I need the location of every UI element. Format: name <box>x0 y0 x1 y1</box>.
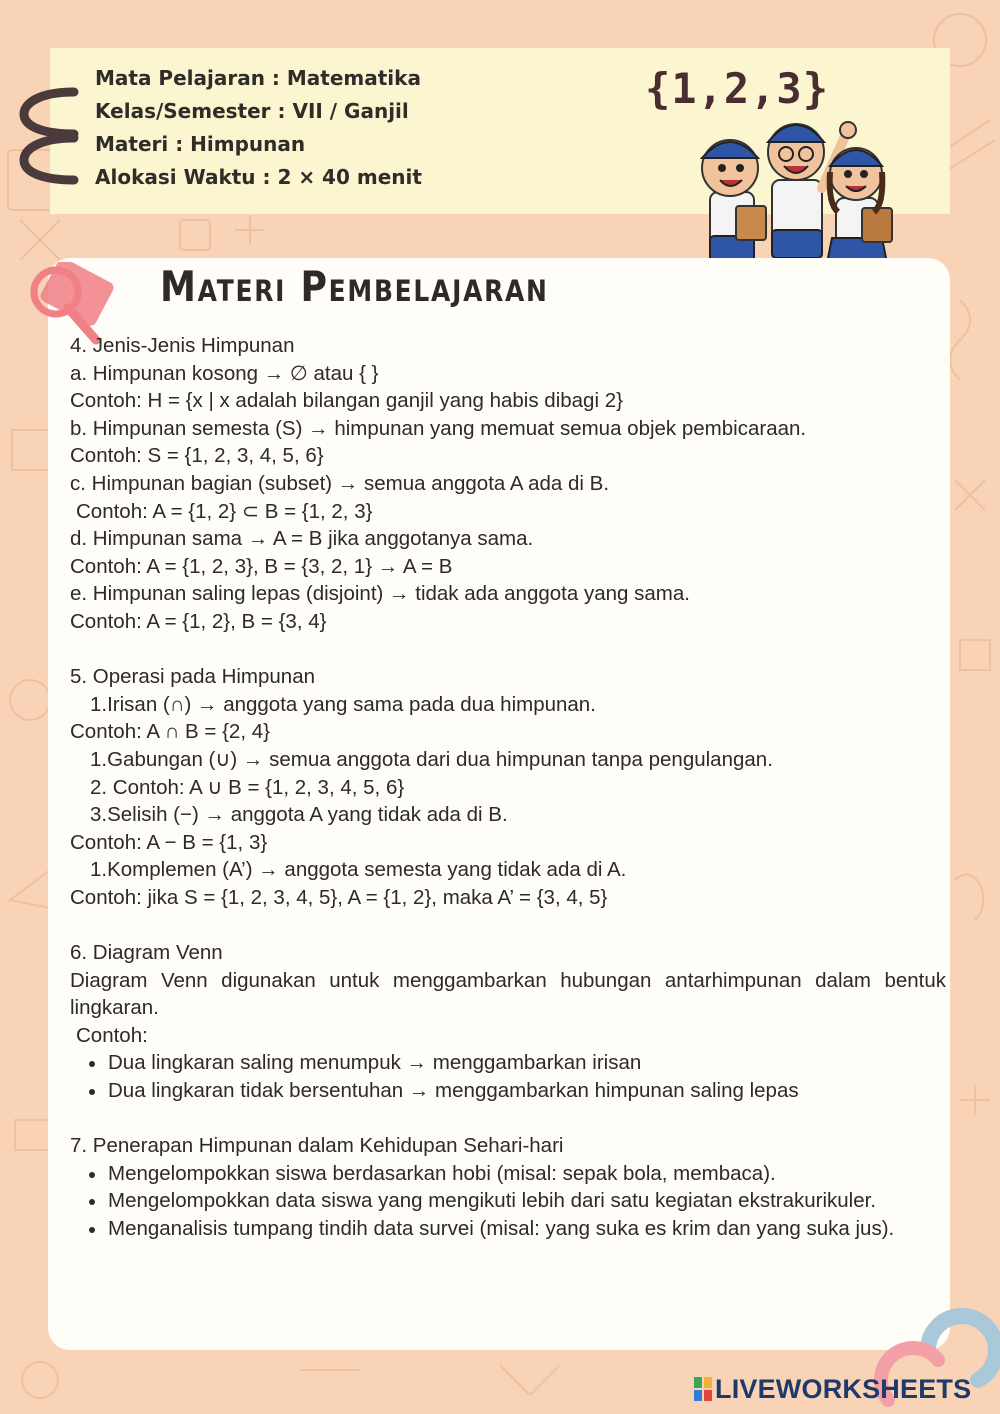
text-line: Contoh: A = {1, 2, 3}, B = {3, 2, 1} → A = B <box>70 554 453 578</box>
list-item: Menganalisis tumpang tindih data survei (misal: yang suka es krim dan yang suka jus). <box>70 1215 946 1243</box>
liveworksheets-logo <box>694 1372 971 1406</box>
list-item: Mengelompokkan siswa berdasarkan hobi (misal: sepak bola, membaca). <box>70 1160 946 1188</box>
text-line: 1.Gabungan (∪) → semua anggota dari dua himpunan tanpa pengulangan. <box>90 747 773 771</box>
text-line: a. Himpunan kosong → ∅ atau { } <box>70 361 379 385</box>
section-heading-venn-diagram: 6. Diagram Venn <box>70 941 223 965</box>
lesson-content <box>70 332 946 1243</box>
topic-line: Materi : Himpunan <box>95 132 306 156</box>
list-item: Dua lingkaran saling menumpuk → menggambarkan irisan <box>70 1049 946 1077</box>
text-line: 2. Contoh: A ∪ B = {1, 2, 3, 4, 5, 6} <box>90 775 405 799</box>
text-line: 3.Selisih (−) → anggota A yang tidak ada di B. <box>90 803 508 827</box>
list-item: Dua lingkaran tidak bersentuhan → menggambarkan himpunan saling lepas <box>70 1077 946 1105</box>
text-line: Contoh: A ∩ B = {2, 4} <box>70 720 270 744</box>
section-heading-set-operations: 5. Operasi pada Himpunan <box>70 665 316 689</box>
binder-clip-icon <box>18 84 82 188</box>
set-notation-label: {1,2,3} <box>645 64 830 113</box>
subject-line: Mata Pelajaran : Matematika <box>95 66 421 90</box>
text-line: Contoh: A = {1, 2}, B = {3, 4} <box>70 609 327 633</box>
text-paragraph: Diagram Venn digunakan untuk menggambarkan hubungan antarhimpunan dalam bentuk lingkaran. <box>70 968 946 1020</box>
text-line: Contoh: H = {x | x adalah bilangan ganjil yang habis dibagi 2} <box>70 389 623 413</box>
liveworksheets-brand-text: LIVEWORKSHEETS <box>715 1373 972 1404</box>
section-heading-applications: 7. Penerapan Himpunan dalam Kehidupan Sehari-hari <box>70 1134 564 1158</box>
class-semester-line: Kelas/Semester : VII / Ganjil <box>95 99 409 123</box>
time-allocation-line: Alokasi Waktu : 2 × 40 menit <box>95 165 422 189</box>
text-line: Contoh: A = {1, 2} ⊂ B = {1, 2, 3} <box>76 499 373 523</box>
text-line: Contoh: S = {1, 2, 3, 4, 5, 6} <box>70 444 324 468</box>
section-heading-set-types: 4. Jenis-Jenis Himpunan <box>70 334 295 357</box>
page-title: Materi Pembelajaran <box>160 262 549 311</box>
text-line: d. Himpunan sama → A = B jika anggotanya sama. <box>70 527 534 551</box>
liveworksheets-logo-icon <box>694 1377 712 1401</box>
text-line: 1.Komplemen (A’) → anggota semesta yang tidak ada di A. <box>90 858 627 882</box>
text-line: e. Himpunan saling lepas (disjoint) → tidak ada anggota yang sama. <box>70 582 690 606</box>
text-line: Contoh: A − B = {1, 3} <box>70 830 268 854</box>
text-line: c. Himpunan bagian (subset) → semua anggota A ada di B. <box>70 471 610 495</box>
list-item: Mengelompokkan data siswa yang mengikuti lebih dari satu kegiatan ekstrakurikuler. <box>70 1187 946 1215</box>
text-line: Contoh: <box>76 1023 148 1047</box>
text-line: b. Himpunan semesta (S) → himpunan yang memuat semua objek pembicaraan. <box>70 416 807 440</box>
text-line: Contoh: jika S = {1, 2, 3, 4, 5}, A = {1, 2}, maka A’ = {3, 4, 5} <box>70 885 608 909</box>
text-line: 1.Irisan (∩) → anggota yang sama pada dua himpunan. <box>90 692 596 716</box>
